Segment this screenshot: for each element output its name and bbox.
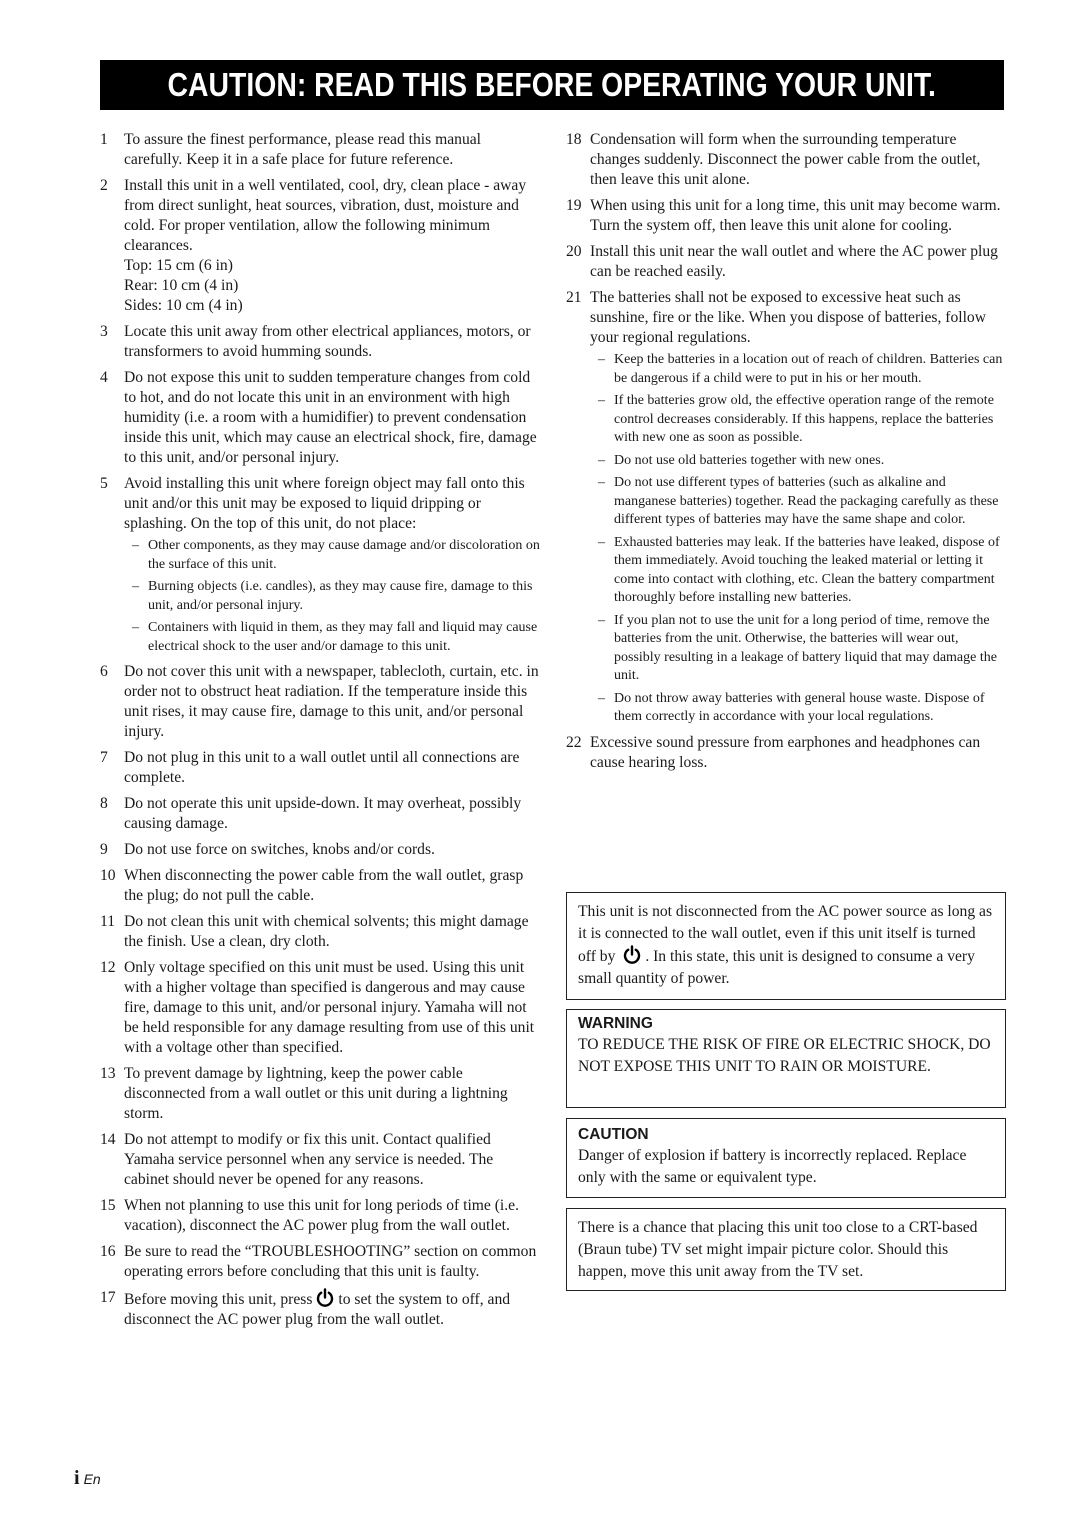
caution-item-9 xyxy=(100,840,540,860)
language-code: En xyxy=(83,1471,101,1487)
sub-list-item xyxy=(590,351,1008,388)
caution-item-6 xyxy=(100,662,540,742)
item-text: Do not expose this unit to sudden temperature changes from cold to hot, and do not locate this unit in an environment with high humidity (i.e. a room with a humidifier) to prevent condensation inside this unit, which may cause an electrical shock, fire, damage to this unit, and/or personal injury. xyxy=(124,369,537,466)
item-text: Do not use force on switches, knobs and/or cords. xyxy=(124,841,435,858)
item-text: Install this unit near the wall outlet and where the AC power plug can be reached easily. xyxy=(590,243,998,280)
caution-list-left xyxy=(100,130,540,1282)
crt-text: There is a chance that placing this unit too close to a CRT-based (Braun tube) TV set might impair picture color. Should this happen, move this unit away from the TV set. xyxy=(578,1219,978,1280)
item-number: 15 xyxy=(100,1197,116,1214)
dash-bullet: – xyxy=(132,620,139,635)
item-text: When using this unit for a long time, this unit may become warm. Turn the system off, then leave this unit alone for cooling. xyxy=(590,197,1001,234)
sub-item-text: Do not throw away batteries with general house waste. Dispose of them correctly in accordance with your local regulations. xyxy=(614,690,985,724)
power-icon xyxy=(315,1288,335,1308)
caution-item-4 xyxy=(100,368,540,468)
item-text: Do not plug in this unit to a wall outlet until all connections are complete. xyxy=(124,749,520,786)
sub-list-item xyxy=(590,690,1008,727)
caution-item-19 xyxy=(566,196,1008,236)
caution-item-14 xyxy=(100,1130,540,1190)
item-number: 11 xyxy=(100,913,116,930)
caution-item-12 xyxy=(100,958,540,1058)
standby-notice-box xyxy=(566,892,1006,1000)
item-text: To assure the finest performance, please read this manual carefully. Keep it in a safe place for future reference. xyxy=(124,131,481,168)
item-text: When disconnecting the power cable from the wall outlet, grasp the plug; do not pull the cable. xyxy=(124,867,524,904)
warning-heading: WARNING xyxy=(578,1015,653,1032)
sub-item-text: Other components, as they may cause damage and/or discoloration on the surface of this unit. xyxy=(148,538,540,572)
left-column xyxy=(100,130,540,1336)
dash-bullet: – xyxy=(132,538,139,553)
dash-bullet: – xyxy=(598,393,605,408)
caution-item-11 xyxy=(100,912,540,952)
item-number: 19 xyxy=(566,197,582,214)
item-text: Do not attempt to modify or fix this unit. Contact qualified Yamaha service personnel when any service is needed. The cabinet should never be opened for any reasons. xyxy=(124,1131,494,1188)
caution-item-13 xyxy=(100,1064,540,1124)
caution-item-8 xyxy=(100,794,540,834)
item-text: Do not cover this unit with a newspaper, tablecloth, curtain, etc. in order not to obstruct heat radiation. If the temperature inside this unit rises, it may cause fire, damage to this unit, and/or personal injury. xyxy=(124,663,539,740)
caution-text: Danger of explosion if battery is incorrectly replaced. Replace only with the same or equivalent type. xyxy=(578,1147,967,1186)
caution-item-1 xyxy=(100,130,540,170)
item-number: 20 xyxy=(566,243,582,260)
item-17-text-before: Before moving this unit, press xyxy=(124,1291,313,1308)
caution-item-2 xyxy=(100,176,540,316)
item-text: Excessive sound pressure from earphones and headphones can cause hearing loss. xyxy=(590,733,981,771)
item-number: 9 xyxy=(100,841,108,858)
item-text: Do not clean this unit with chemical solvents; this might damage the finish. Use a clean, dry cloth. xyxy=(124,913,529,950)
sub-item-text: Containers with liquid in them, as they may fall and liquid may cause electrical shock to the user and/or damage to this unit. xyxy=(148,620,538,654)
item-number: 22 xyxy=(566,733,582,751)
item-text: When not planning to use this unit for long periods of time (i.e. vacation), disconnect the AC power plug from the wall outlet. xyxy=(124,1197,519,1234)
title-bar xyxy=(100,60,1004,110)
sub-list-item xyxy=(590,452,1008,471)
sub-item-text: Burning objects (i.e. candles), as they may cause fire, damage to this unit, and/or personal injury. xyxy=(148,579,533,613)
caution-item-3 xyxy=(100,322,540,362)
sub-list-item xyxy=(590,534,1008,608)
caution-box xyxy=(566,1118,1006,1198)
item-number: 21 xyxy=(566,289,582,306)
sub-list-item xyxy=(124,619,540,656)
page-footer xyxy=(74,1467,101,1490)
item-text: Avoid installing this unit where foreign object may fall onto this unit and/or this unit may be exposed to liquid dripping or splashing. On the top of this unit, do not place: xyxy=(124,475,525,532)
right-column xyxy=(566,130,1008,779)
sub-item-text: If the batteries grow old, the effective operation range of the remote control decreases considerably. If this happens, replace the batteries with new one as soon as possible. xyxy=(614,393,994,445)
caution-item-18 xyxy=(566,130,1008,190)
item-number: 4 xyxy=(100,369,108,386)
item-text: Condensation will form when the surrounding temperature changes suddenly. Disconnect the power cable from the outlet, then leave this unit alone. xyxy=(590,131,981,188)
item-text: The batteries shall not be exposed to excessive heat such as sunshine, fire or the like. When you dispose of batteries, follow your regional regulations. xyxy=(590,289,986,346)
sub-item-text: Keep the batteries in a location out of reach of children. Batteries can be dangerous if a child were to put in his or her mouth. xyxy=(614,352,1003,386)
caution-item-7 xyxy=(100,748,540,788)
dash-bullet: – xyxy=(598,352,605,367)
caution-list-right xyxy=(566,130,1008,773)
standby-text-before: This unit is not disconnected from the AC power source as long as it is connected to the wall outlet, even if this unit itself is turned off by xyxy=(578,903,993,965)
caution-list-left-end xyxy=(100,1288,540,1330)
item-text: Install this unit in a well ventilated, cool, dry, clean place - away from direct sunlight, heat sources, vibration, dust, moisture and cold. For proper ventilation, allow the following minimum clearances. Top: 15 cm (6 in) Rear: 10 cm (4 in) Sides: 10 cm (4 in) xyxy=(124,177,527,314)
caution-item-22 xyxy=(566,733,1008,773)
item-number: 16 xyxy=(100,1243,116,1260)
caution-item-16 xyxy=(100,1242,540,1282)
sub-item-text: Exhausted batteries may leak. If the batteries have leaked, dispose of them immediately. Avoid touching the leaked material or letting it come into contact with clothing, etc. Clean the battery compartment thoroughly before installing new batteries. xyxy=(614,534,1000,605)
item-17-text-after: to set the system to off, and disconnect the AC power plug from the wall outlet. xyxy=(124,1291,511,1328)
item-number: 14 xyxy=(100,1131,116,1148)
item-number: 2 xyxy=(100,177,108,194)
sub-list-item xyxy=(590,392,1008,448)
dash-bullet: – xyxy=(132,579,139,594)
warning-box xyxy=(566,1009,1006,1108)
item-text: Only voltage specified on this unit must be used. Using this unit with a higher voltage than specified is dangerous and may cause fire, damage to this unit, and/or personal injury. Yamaha will not be held responsible for any damage resulting from use of this unit with a voltage other than specified. xyxy=(124,959,535,1056)
item-text: Locate this unit away from other electrical appliances, motors, or transformers to avoid humming sounds. xyxy=(124,323,531,360)
item-text: To prevent damage by lightning, keep the power cable disconnected from a wall outlet or this unit during a lightning storm. xyxy=(124,1065,508,1122)
caution-item-10 xyxy=(100,866,540,906)
sub-list xyxy=(124,537,540,656)
item-number: 12 xyxy=(100,959,116,976)
dash-bullet: – xyxy=(598,534,605,550)
item-number: 17 xyxy=(100,1289,116,1306)
standby-text-after: . In this state, this unit is designed to consume a very small quantity of power. xyxy=(578,948,975,987)
sub-list xyxy=(590,351,1008,727)
sub-list-item xyxy=(124,578,540,615)
item-number: 5 xyxy=(100,475,108,492)
dash-bullet: – xyxy=(598,475,605,490)
item-number: 10 xyxy=(100,867,116,884)
caution-item-15 xyxy=(100,1196,540,1236)
item-number: 6 xyxy=(100,663,108,680)
sub-list-item xyxy=(590,612,1008,686)
sub-item-text: Do not use different types of batteries (such as alkaline and manganese batteries) together. Read the packaging carefully as these different types of batteries may have the same shape and color. xyxy=(614,475,999,527)
sub-item-text: Do not use old batteries together with new ones. xyxy=(614,452,885,468)
dash-bullet: – xyxy=(598,452,605,468)
caution-item-17 xyxy=(100,1288,540,1330)
dash-bullet: – xyxy=(598,612,605,628)
caution-heading: CAUTION xyxy=(578,1126,649,1143)
sub-item-text: If you plan not to use the unit for a long period of time, remove the batteries from the unit. Otherwise, the batteries will wear out, possibly resulting in a leakage of battery liquid that may damage the unit. xyxy=(614,612,997,683)
item-number: 1 xyxy=(100,131,108,148)
item-text: Do not operate this unit upside-down. It may overheat, possibly causing damage. xyxy=(124,795,522,832)
item-text: Be sure to read the “TROUBLESHOOTING” section on common operating errors before concluding that this unit is faulty. xyxy=(124,1243,537,1280)
warning-text: TO REDUCE THE RISK OF FIRE OR ELECTRIC SHOCK, DO NOT EXPOSE THIS UNIT TO RAIN OR MOISTURE. xyxy=(578,1036,991,1075)
dash-bullet: – xyxy=(598,690,605,706)
caution-item-21 xyxy=(566,288,1008,727)
item-number: 7 xyxy=(100,749,108,766)
item-number: 8 xyxy=(100,795,108,812)
power-icon xyxy=(622,945,642,965)
sub-list-item xyxy=(590,474,1008,530)
sub-list-item xyxy=(124,537,540,574)
page-title: CAUTION: READ THIS BEFORE OPERATING YOUR UNIT. xyxy=(167,66,937,103)
caution-item-20 xyxy=(566,242,1008,282)
item-number: 3 xyxy=(100,323,108,340)
page-number: i xyxy=(74,1467,80,1489)
item-number: 13 xyxy=(100,1065,116,1082)
item-number: 18 xyxy=(566,131,582,148)
caution-item-5 xyxy=(100,474,540,656)
crt-notice-box xyxy=(566,1208,1006,1291)
